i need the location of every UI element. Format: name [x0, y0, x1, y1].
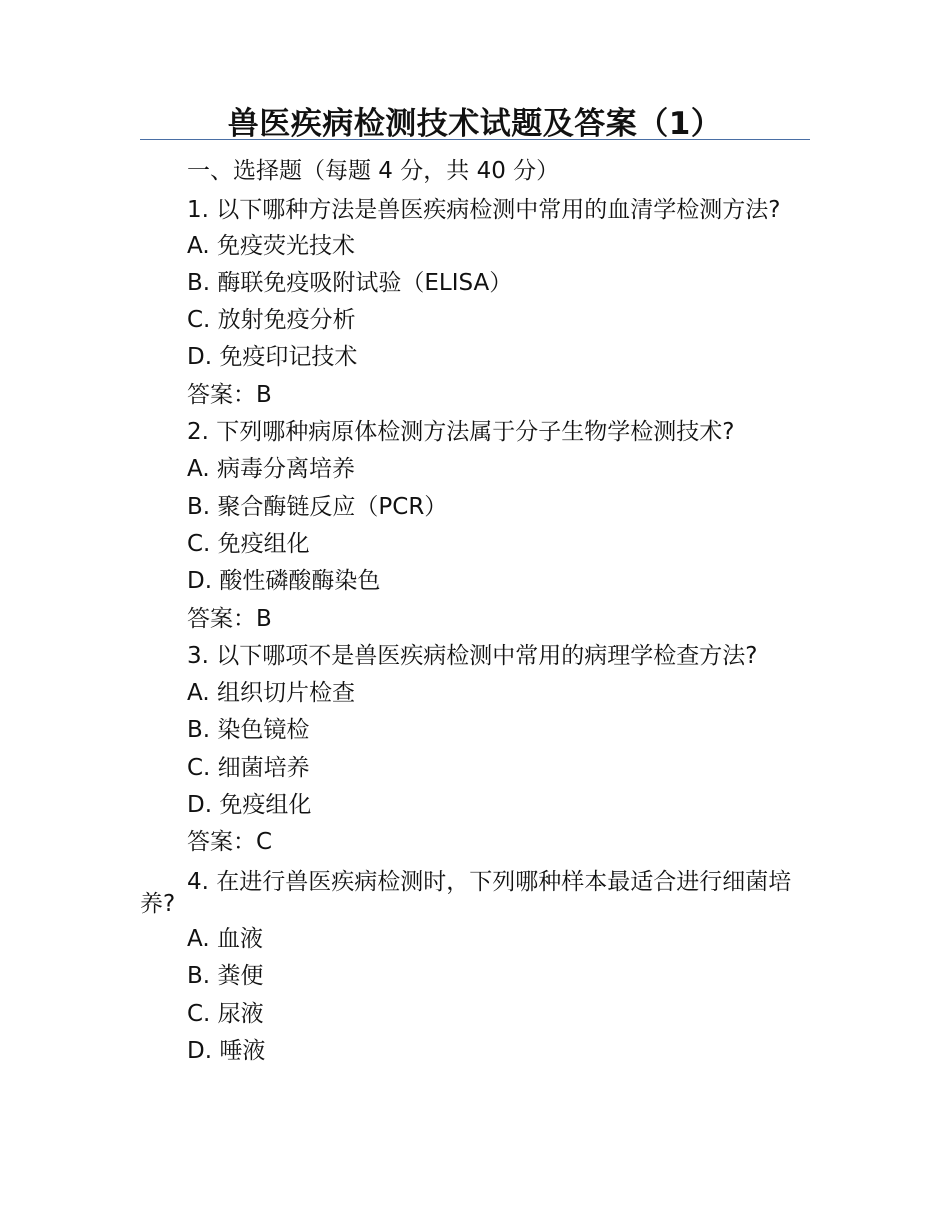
- question-4-option-b: B. 粪便: [187, 963, 264, 990]
- question-2-answer: 答案：B: [187, 605, 272, 632]
- section-heading: 一、选择题（每题 4 分，共 40 分）: [187, 158, 560, 184]
- question-3-stem: 3. 以下哪项不是兽医疾病检测中常用的病理学检查方法?: [187, 642, 758, 669]
- question-2-option-d: D. 酸性磷酸酶染色: [187, 568, 381, 595]
- question-2-option-a: A. 病毒分离培养: [187, 456, 355, 483]
- question-3-option-a: A. 组织切片检查: [187, 680, 355, 707]
- document-body: [140, 153, 810, 1070]
- question-1-option-d: D. 免疫印记技术: [187, 344, 358, 371]
- question-2-option-c: C. 免疫组化: [187, 530, 310, 557]
- question-4-stem: 4. 在进行兽医疾病检测时，下列哪种样本最适合进行细菌培养?: [140, 868, 792, 917]
- question-4-option-c: C. 尿液: [187, 1000, 264, 1027]
- question-2-stem: 2. 下列哪种病原体检测方法属于分子生物学检测技术?: [187, 419, 735, 446]
- question-3-option-c: C. 细菌培养: [187, 754, 310, 781]
- question-4-option-a: A. 血液: [187, 925, 263, 952]
- question-3-option-d: D. 免疫组化: [187, 792, 312, 819]
- question-2-option-b: B. 聚合酶链反应（PCR）: [187, 493, 448, 520]
- question-3-option-b: B. 染色镜检: [187, 717, 310, 744]
- question-1-option-c: C. 放射免疫分析: [187, 307, 356, 334]
- question-3-answer: 答案：C: [187, 829, 273, 856]
- question-4-option-d: D. 唾液: [187, 1037, 266, 1064]
- question-1-option-b: B. 酶联免疫吸附试验（ELISA）: [187, 269, 513, 296]
- question-1-option-a: A. 免疫荧光技术: [187, 232, 355, 259]
- question-1-answer: 答案：B: [187, 381, 272, 408]
- document-title: 兽医疾病检测技术试题及答案（1）: [227, 106, 723, 142]
- question-1-stem: 1. 以下哪种方法是兽医疾病检测中常用的血清学检测方法?: [187, 197, 781, 224]
- title-underline: [140, 139, 810, 140]
